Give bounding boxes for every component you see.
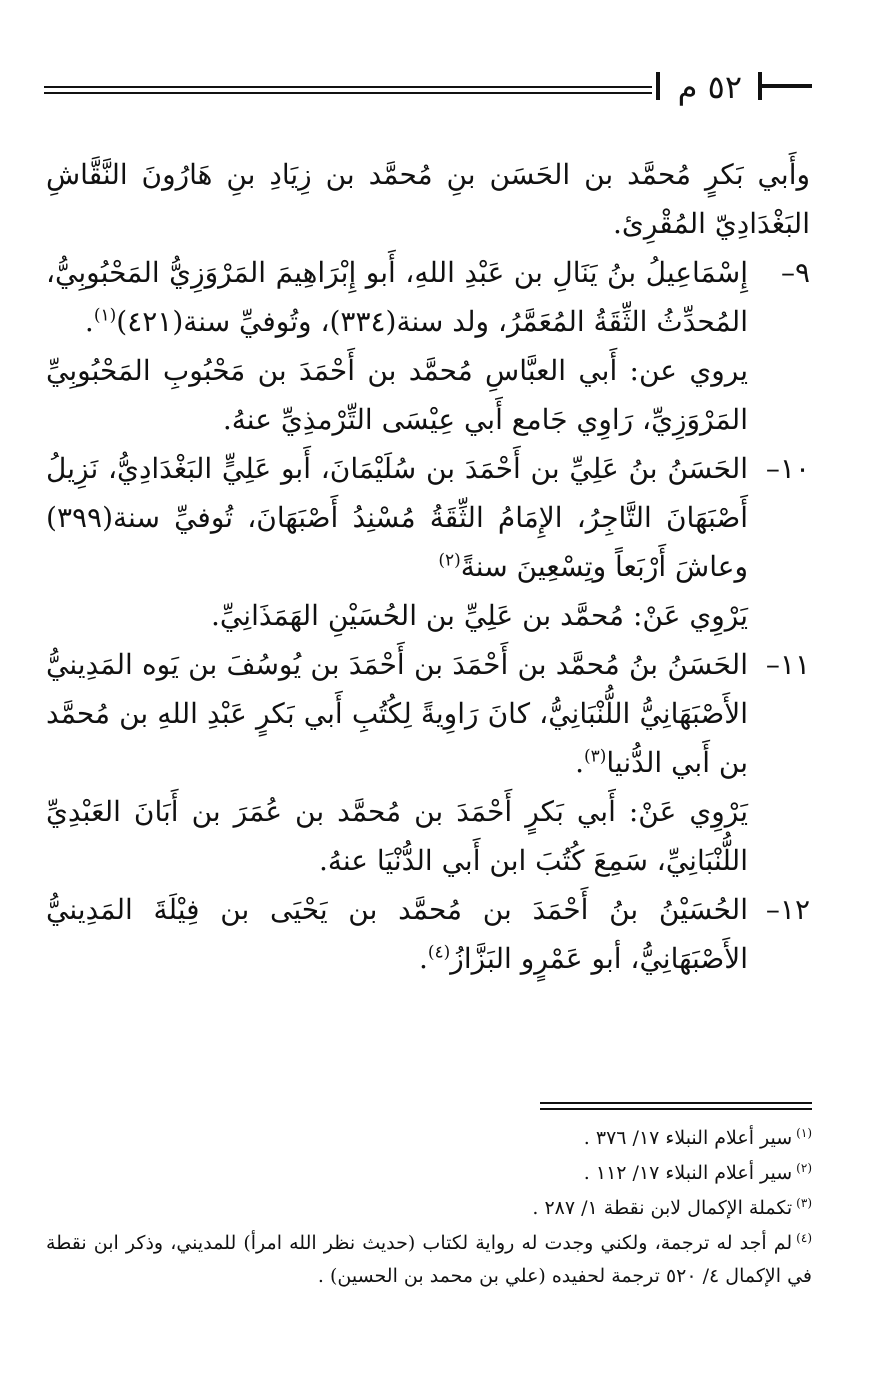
header-rule [44,92,652,94]
footnote-mark: (٣) [796,1195,812,1210]
footnote-ref: (٣) [583,746,607,767]
footnote-ref: (٢) [438,550,461,571]
footnote-1 [46,1122,812,1155]
entry-heading [46,885,748,983]
footnote-text: لم أجد له ترجمة، ولكني وجدت له رواية لكتاب (حديث نظر الله امرأ) للمديني، وذكر ابن نقطة في الإكمال ٤/ ٥٢٠ ترجمة لحفيده (علي بن محمد بن الحسين) . [46,1232,812,1287]
entry-heading [46,248,748,346]
entry-heading-end: . [418,942,428,975]
entry-heading-end: . [575,746,584,779]
entry-heading-text: الحَسَنُ بنُ مُحمَّد بن أَحْمَدَ بن أَحْمَدَ بن يُوسُفَ بن يَوه المَدِينيُّ الأَصْبَهَانِيُّ اللُّنْبَانِيُّ، كانَ رَاوِيةً لِكُتُبِ أَبي بَكرٍ عَبْدِ اللهِ بن مُحمَّد بن أَبي الدُّنيا [46,648,748,779]
footnote-separator [540,1102,812,1104]
footnote-mark: (١) [796,1125,812,1140]
entry-11 [46,640,810,787]
entry-narration: يَرْوِي عَنْ: أَبي بَكرٍ أَحْمَدَ بن مُحمَّد بن عُمَرَ بن أَبَانَ العَبْدِيِّ اللُّنْبَانِيِّ، سَمِعَ كُتُبَ ابن أَبي الدُّنْيَا عنهُ. [46,795,748,877]
footnote-4 [46,1227,812,1293]
entry-narration: يروي عن: أَبي العبَّاسِ مُحمَّد بن أَحْمَدَ بن مَحْبُوبِ المَحْبُوبِيِّ المَرْوَزِيِّ، رَاوِي جَامع أَبي عِيْسَى التِّرْمذِيِّ عنهُ. [46,354,748,436]
entry-number: ١١– [765,648,810,681]
entry-heading [46,444,748,591]
footnote-2 [46,1157,812,1190]
footnote-3 [46,1192,812,1225]
main-text [46,150,810,983]
footnote-ref: (١) [93,305,117,326]
entry-heading-end: . [84,305,94,338]
header-ornament-cap-right [758,72,762,100]
entry-12 [46,885,810,983]
footnote-mark: (٤) [796,1230,812,1245]
entry-number: ١٢– [765,893,810,926]
header-ornament-cap-left [656,72,660,100]
entry-heading-text: الحَسَنُ بنُ عَلِيِّ بن أَحْمَدَ بن سُلَيْمَانَ، أَبو عَلِيٍّ البَغْدَادِيُّ، نَزِيلُ أَصْبَهَانَ التَّاجِرُ، الإِمَامُ الثِّقَةُ مُسْنِدُ أَصْبَهَانَ، تُوفيِّ سنة(٣٩٩) وعاشَ أَرْبَعاً وتِسْعِينَ سنةً [46,452,748,583]
entry-heading-text: الحُسَيْنُ بنُ أَحْمَدَ بن مُحمَّد بن يَحْيَى بن فِيْلَةَ المَدِينيُّ الأَصْبَهَانِيُّ، أبو عَمْرٍو البَزَّازُ [46,893,748,975]
page-number: ٥٢ م [677,68,742,106]
intro-paragraph: وأَبي بَكرٍ مُحمَّد بن الحَسَن بنِ مُحمَّد بن زِيَادِ بنِ هَارُونَ النَّقَّاشِ البَغْدَادِيّ المُقْرِئ. [46,158,810,240]
entry-9 [46,248,810,346]
footnote-text: سير أعلام النبلاء ١٧/ ١١٢ . [583,1162,793,1184]
page-header [44,62,812,112]
footnote-mark: (٢) [796,1160,812,1175]
footnote-text: سير أعلام النبلاء ١٧/ ٣٧٦ . [583,1127,793,1149]
entry-narration: يَرْوِي عَنْ: مُحمَّد بن عَلِيِّ بن الحُسَيْنِ الهَمَذَانِيِّ. [211,599,748,632]
entry-number: ٩– [780,256,810,289]
entry-heading [46,640,748,787]
header-rule [44,86,652,88]
header-ornament-bar [760,84,812,88]
entry-number: ١٠– [765,452,810,485]
entry-heading-text: إِسْمَاعِيلُ بنُ يَنَالِ بن عَبْدِ اللهِ، أَبو إِبْرَاهِيمَ المَرْوَزِيُّ المَحْبُوبِيُّ، المُحدِّثُ الثِّقَةُ المُعَمَّرُ، ولد سنة(٣٣٤)، وتُوفيِّ سنة(٤٢١) [46,256,748,338]
footnote-ref: (٤) [427,942,451,963]
footnote-separator [540,1108,812,1110]
footnotes [46,1122,812,1295]
footnote-text: تكملة الإكمال لابن نقطة ١/ ٢٨٧ . [532,1197,793,1219]
entry-10 [46,444,810,591]
